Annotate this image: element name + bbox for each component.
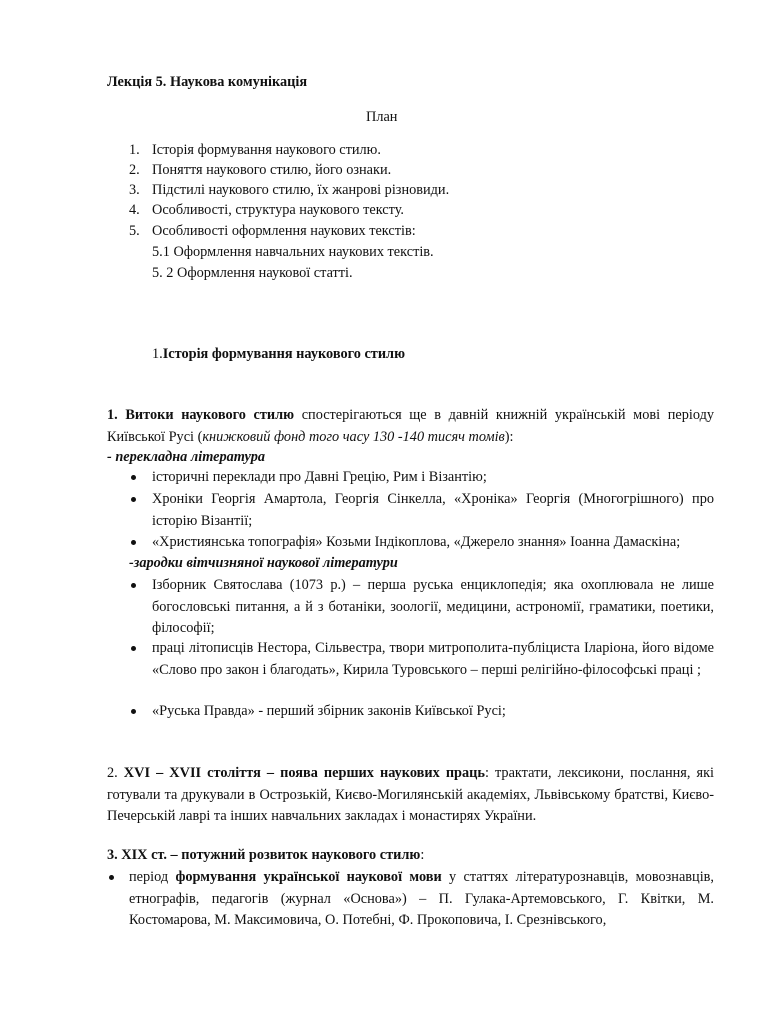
bullet-icon [131, 709, 136, 714]
translated-literature-label: - перекладна література [107, 449, 265, 465]
plan-item-number: 3. [129, 182, 140, 198]
bullet-icon [109, 875, 114, 880]
bullet-icon [131, 497, 136, 502]
list-item: історичні переклади про Давні Грецію, Рим і Візантію; [152, 469, 487, 485]
bullet-icon [131, 646, 136, 651]
list-item: «Християнська топографія» Козьми Індікоплова, «Джерело знання» Іоанна Дамаскіна; [152, 534, 681, 550]
paragraph-origins: 1. Витоки наукового стилю спостерігаються ще в давній книжній українській мові періоду Київської Русі (книжковий фонд того часу 130 -140 тисяч томів): [107, 407, 714, 445]
list-item: праці літописців Нестора, Сільвестра, твори митрополита-публіциста Іларіона, його відоме «Слово про закон і благодать», Кирила Туровського – перші релігійно-філософські праці ; [152, 640, 714, 678]
plan-item: Поняття наукового стилю, його ознаки. [152, 162, 392, 178]
paragraph-16-17-century: 2. XVI – XVII століття – поява перших наукових праць: трактати, лексикони, послання, які готували та друкували в Острозькій, Києво-Могилянській академіях, Львівському братстві, Києво-Печерській лаврі та інших навчальних закладах і монастирях України. [107, 765, 714, 824]
list-item: Хроніки Георгія Амартола, Георгія Сінкелла, «Хроніка» Георгія (Многогрішного) про історію Візантії; [152, 491, 714, 529]
plan-item-number: 2. [129, 162, 140, 178]
bullet-icon [131, 583, 136, 588]
plan-item-number: 1. [129, 142, 140, 158]
domestic-literature-label: -зародки вітчизняної наукової літератури [129, 555, 398, 571]
section-heading: 1.Історія формування наукового стилю [152, 346, 406, 362]
plan-subitem: 5. 2 Оформлення наукової статті. [152, 265, 353, 281]
plan-item: Особливості, структура наукового тексту. [152, 202, 405, 218]
plan-item-number: 5. [129, 223, 140, 239]
list-item: Ізборник Святослава (1073 р.) – перша руська енциклопедія; яка охоплювала не лише богословські питання, а й з ботаніки, зоології, медицини, астрономії, граматики, поетики, філософії; [152, 577, 714, 636]
plan-item: Історія формування наукового стилю. [152, 142, 381, 158]
plan-item: Особливості оформлення наукових текстів: [152, 223, 416, 239]
bullet-icon [131, 540, 136, 545]
bullet-icon [131, 475, 136, 480]
lecture-title: Лекція 5. Наукова комунікація [107, 74, 308, 90]
list-item: «Руська Правда» - перший збірник законів Київської Русі; [152, 703, 506, 719]
plan-heading: План [366, 109, 398, 125]
paragraph-19-century: 3. XIX ст. – потужний розвиток наукового стилю: [107, 847, 425, 863]
plan-item: Підстилі наукового стилю, їх жанрові різновиди. [152, 182, 450, 198]
plan-subitem: 5.1 Оформлення навчальних наукових текстів. [152, 244, 434, 260]
list-item: період формування української наукової мови у статтях літературознавців, мовознавців, етнографів, педагогів (журнал «Основа») – П. Гулака-Артемовського, Г. Квітки, М. Костомарова, М. Максимовича, О. Потебні, Ф. Прокоповича, І. Срезнівського, [129, 869, 714, 928]
plan-item-number: 4. [129, 202, 140, 218]
